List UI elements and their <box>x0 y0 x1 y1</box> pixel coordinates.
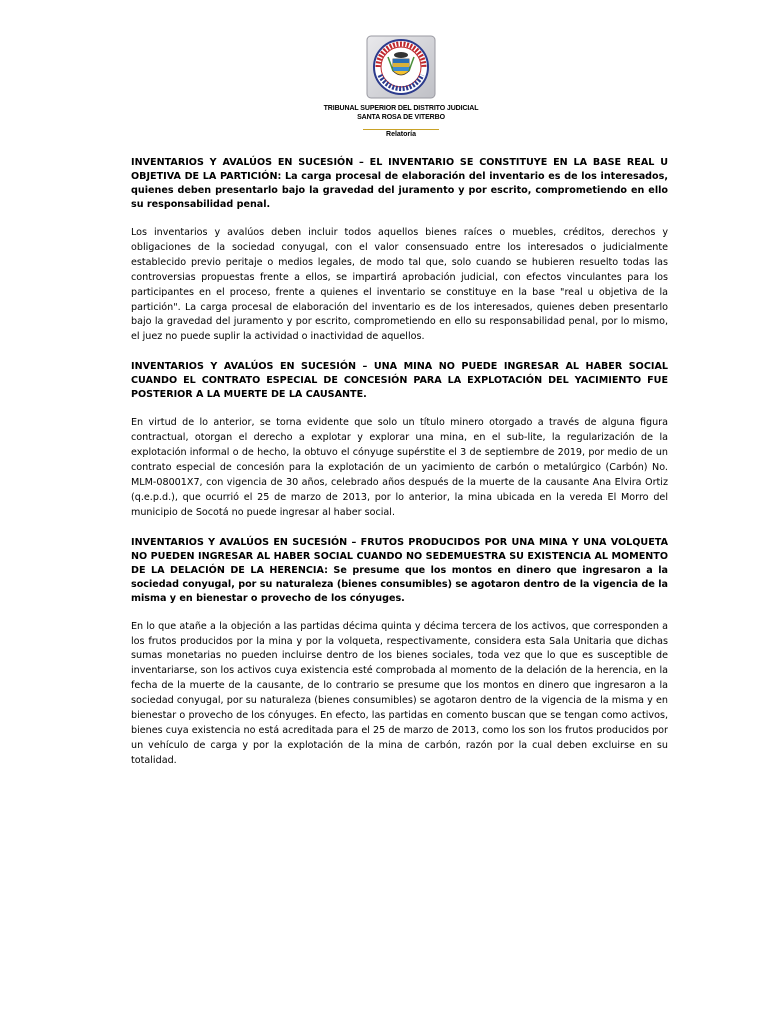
document-body <box>131 156 668 784</box>
section-3-paragraph: En lo que atañe a la objeción a las partidas décima quinta y décima tercera de los activos, que corresponden a los frutos producidos por la mina y por la volqueta, respectivamente, considera esta Sala Unitaria que dichas sumas monetarias no pueden incluirse dentro de los bienes sociales, toda vez que lo que es susceptible de inventariarse, son los activos cuya existencia esté comprobada al momento de la delación de la herencia, en la fecha de la muerte de la causante, de lo contrario se presume que los montos en dinero que ingresaron a la sociedad conyugal, por su naturaleza (bienes consumibles) se agotaron dentro de la vigencia de la misma y en bienestar o provecho de los cónyuges. En efecto, las partidas en comento buscan que se tengan como activos, bienes cuya existencia no está acreditada para el 25 de marzo de 2013, como los son los frutos producidos por un vehículo de carga y por la explotación de la mina de carbón, razón por la cual deben excluirse en su totalidad. <box>131 620 668 766</box>
court-seal-logo <box>366 35 436 99</box>
court-name-line-2: SANTA ROSA DE VITERBO <box>357 114 445 121</box>
court-name-line-1: TRIBUNAL SUPERIOR DEL DISTRITO JUDICIAL <box>323 105 479 112</box>
section-2-paragraph: En virtud de lo anterior, se torna evidente que solo un título minero otorgado a través de alguna figura contractual, otorgan el derecho a explotar y explorar una mina, en el sub-lite, la regularización de la explotación informal o de hecho, la obtuvo el cónyuge supérstite el 3 de septiembre de 2019, por medio de un contrato especial de concesión para la explotación de un yacimiento de carbón o metalúrgico (Carbón) No. MLM-08001X7, con vigencia de 30 años, celebrado años después de la muerte de la causante Ana Elvira Ortiz (q.e.p.d.), que ocurrió el 25 de marzo de 2013, por lo anterior, la mina ubicada en la vereda El Morro del municipio de Socotá no puede ingresar al haber social. <box>131 417 668 518</box>
court-name <box>300 104 502 122</box>
section-3-heading-title: INVENTARIOS Y AVALÚOS EN SUCESIÓN – FRUTOS PRODUCIDOS POR UNA MINA Y UNA VOLQUETA NO PUEDEN INGRESAR AL HABER SOCIAL CUANDO NO SEDEMUESTRA SU EXISTENCIA AL MOMENTO DE LA DELACIÓN DE LA HERENCIA: <box>131 536 668 576</box>
office-name: Relatoría <box>386 131 416 138</box>
section-1-heading-title: INVENTARIOS Y AVALÚOS EN SUCESIÓN – EL INVENTARIO SE CONSTITUYE EN LA BASE REAL U OBJETIVA DE LA PARTICIÓN: <box>131 157 668 182</box>
section-3-heading-summary: Se presume que los montos en dinero que ingresaron a la sociedad conyugal, por su naturaleza (bienes consumibles) se agotaron dentro de la vigencia de la misma y en bienestar o provecho de los cónyuges. <box>131 564 669 604</box>
section-1-heading-summary: La carga procesal de elaboración del inventario es de los interesados, quienes deben presentarlo bajo la gravedad del juramento y por escrito, comprometiendo en ello su responsabilidad penal. <box>131 171 668 210</box>
header-divider <box>363 129 439 130</box>
section-1-heading <box>131 156 668 212</box>
section-2-heading <box>131 360 668 402</box>
section-1-paragraph: Los inventarios y avalúos deben incluir todos aquellos bienes raíces o muebles, créditos, derechos y obligaciones de la sociedad conyugal, con el valor consensuado entre los interesados o judicialmente establecido previo peritaje o medios legales, de modo tal que, solo cuando se hubieren resuelto todas las controversias propuestas frente a ellos, se impartirá aprobación judicial, con efectos vinculantes para los participantes en el proceso, frente a quienes el inventario se constituye en la base "real u objetiva de la partición". La carga procesal de elaboración del inventario es de los interesados, quienes deben presentarlo bajo la gravedad del juramento y por escrito, comprometiendo en ello su responsabilidad penal, por lo mismo, el juez no puede suplir la actividad o inactividad de aquellos. <box>131 227 668 343</box>
section-2-heading-title: INVENTARIOS Y AVALÚOS EN SUCESIÓN – UNA MINA NO PUEDE INGRESAR AL HABER SOCIAL CUANDO EL CONTRATO ESPECIAL DE CONCESIÓN PARA LA EXPLOTACIÓN DEL YACIMIENTO FUE POSTERIOR A LA MUERTE DE LA CAUSANTE. <box>131 361 668 401</box>
section-3-heading <box>131 536 668 606</box>
